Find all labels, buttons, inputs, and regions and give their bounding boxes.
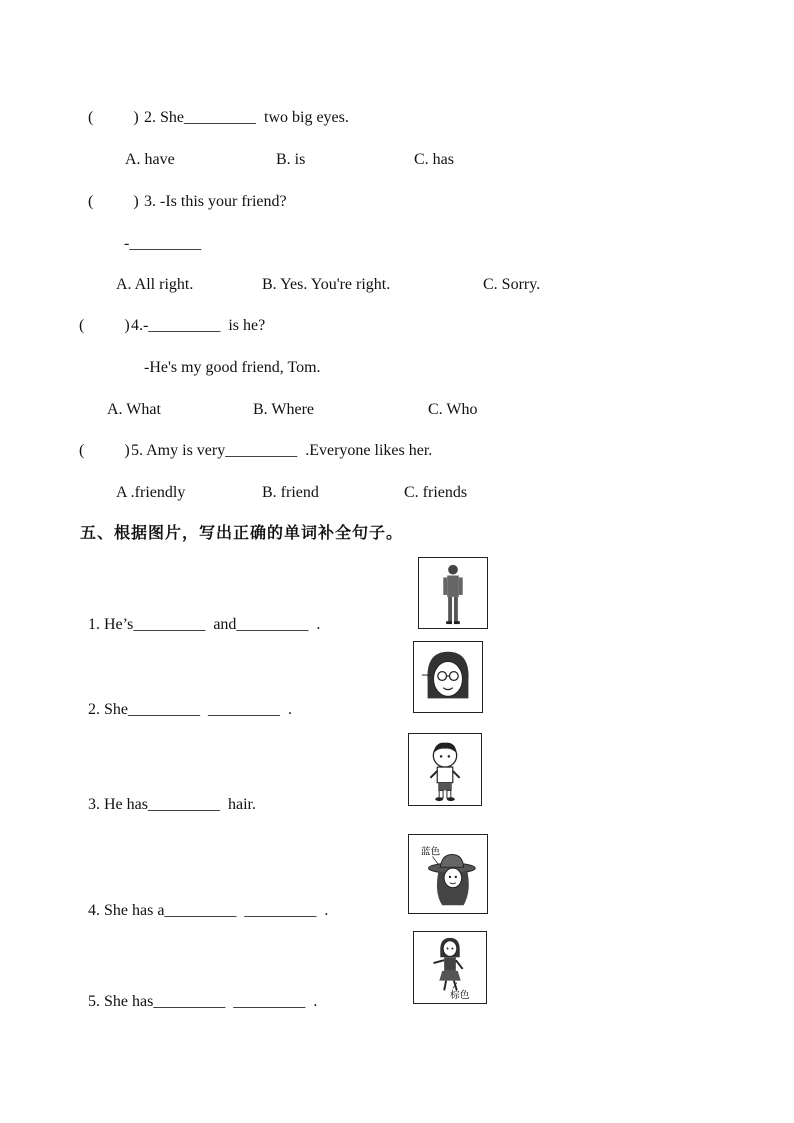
picture-label-blue: 蓝色 bbox=[420, 846, 441, 858]
q5-option-b[interactable]: B. friend bbox=[262, 484, 319, 501]
q5-option-c[interactable]: C. friends bbox=[404, 484, 468, 501]
q3-paren[interactable]: ( ) bbox=[88, 193, 139, 210]
tall-man-drawing bbox=[419, 558, 487, 628]
picture-girl-brown bbox=[413, 931, 487, 1004]
q2-option-c[interactable]: C. has bbox=[414, 151, 454, 168]
fill-item-5: 5. She has_________ _________ . bbox=[88, 993, 318, 1010]
fill-item-3: 3. He has_________ hair. bbox=[88, 796, 256, 813]
q3-option-c[interactable]: C. Sorry. bbox=[483, 276, 541, 293]
picture-girl-blue-hat bbox=[408, 834, 488, 914]
girl-blue-hat-drawing bbox=[409, 835, 487, 913]
q3-option-b[interactable]: B. Yes. You're right. bbox=[262, 276, 391, 293]
q3-stem: 3. -Is this your friend? bbox=[144, 193, 287, 210]
q4-stem: 4.-_________ is he? bbox=[131, 317, 266, 334]
girl-glasses-drawing bbox=[414, 642, 482, 712]
q2-stem: 2. She_________ two big eyes. bbox=[144, 109, 349, 126]
q2-option-a[interactable]: A. have bbox=[125, 151, 175, 168]
q5-option-a[interactable]: A .friendly bbox=[116, 484, 186, 501]
q5-paren[interactable]: ( ) bbox=[79, 442, 130, 459]
fill-item-1: 1. He’s_________ and_________ . bbox=[88, 616, 321, 633]
q4-reply: -He's my good friend, Tom. bbox=[144, 359, 321, 376]
q4-paren[interactable]: ( ) bbox=[79, 317, 130, 334]
girl-brown-drawing bbox=[414, 932, 486, 1003]
picture-boy-short-hair bbox=[408, 733, 482, 806]
q2-paren[interactable]: ( ) bbox=[88, 109, 139, 126]
fill-item-4: 4. She has a_________ _________ . bbox=[88, 902, 329, 919]
q4-option-a[interactable]: A. What bbox=[107, 401, 161, 418]
q4-option-b[interactable]: B. Where bbox=[253, 401, 315, 418]
q3-option-a[interactable]: A. All right. bbox=[116, 276, 194, 293]
picture-girl-glasses bbox=[413, 641, 483, 713]
fill-item-2: 2. She_________ _________ . bbox=[88, 701, 292, 718]
boy-short-hair-drawing bbox=[409, 734, 481, 805]
q5-stem: 5. Amy is very_________ .Everyone likes her. bbox=[131, 442, 433, 459]
picture-tall-man bbox=[418, 557, 488, 629]
section-5-heading: 五、根据图片，写出正确的单词补全句子。 bbox=[80, 523, 404, 542]
picture-label-brown: 棕色 bbox=[450, 990, 470, 1002]
q3-answer-line: -_________ bbox=[124, 235, 202, 252]
q2-option-b[interactable]: B. is bbox=[276, 151, 306, 168]
q4-option-c[interactable]: C. Who bbox=[428, 401, 478, 418]
